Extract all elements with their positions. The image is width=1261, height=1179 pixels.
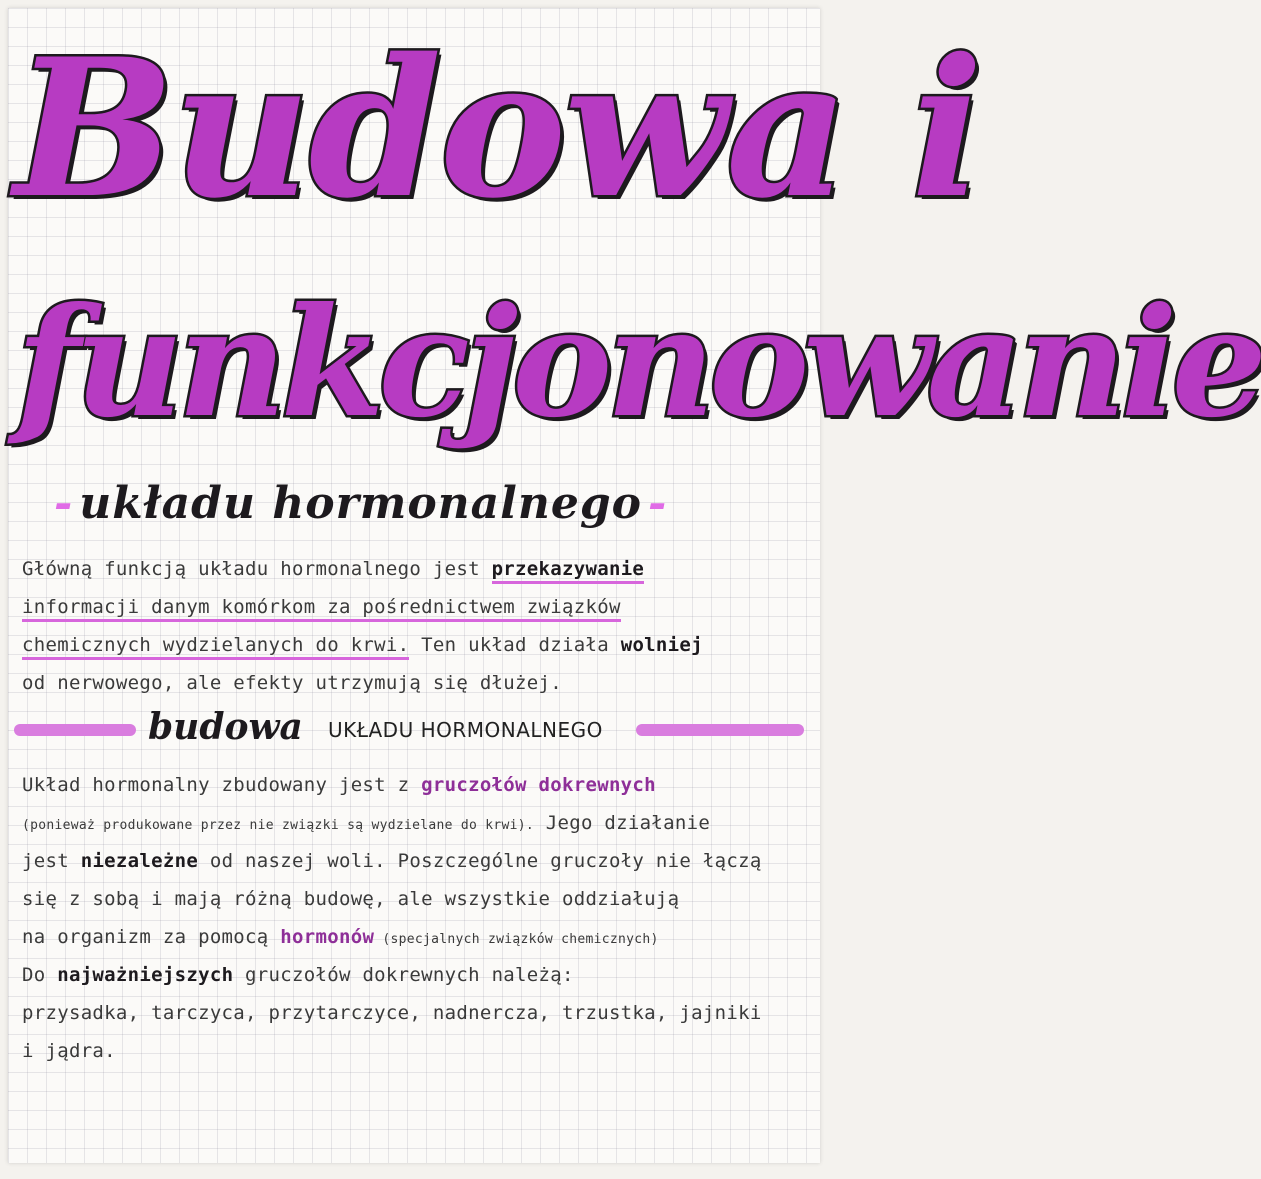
body-paragraph: [22, 766, 822, 1070]
body-text: Do: [22, 964, 58, 986]
body-text: jest: [22, 850, 81, 872]
section-bar-left: [14, 724, 136, 736]
body-text: przysadka, tarczyca, przytarczyce, nadnercza, trzustka, jajniki: [22, 1002, 762, 1024]
intro-text: Ten układ działa: [409, 634, 621, 656]
body-note: (ponieważ produkowane przez nie związki są wydzielane do krwi).: [22, 818, 534, 833]
title-line-2: funkcjonowanie: [16, 275, 1261, 451]
subtitle-dash-left: -: [54, 478, 74, 529]
body-line-3: [22, 842, 822, 880]
body-note: (specjalnych związków chemicznych): [374, 932, 659, 947]
section-title-bold: budowa: [148, 706, 303, 748]
subtitle-text: układu hormonalnego: [79, 478, 642, 529]
body-bold: niezależne: [80, 850, 199, 872]
intro-paragraph: [22, 550, 822, 702]
subtitle: [48, 478, 673, 529]
body-text: na organizm za pomocą: [22, 926, 281, 948]
body-text: Układ hormonalny zbudowany jest z: [22, 774, 422, 796]
subtitle-dash-right: -: [648, 478, 668, 529]
intro-highlight: przekazywanie: [492, 558, 645, 584]
intro-line-3: [22, 626, 822, 664]
body-line-4: [22, 880, 822, 918]
section-heading: [8, 706, 820, 756]
title-line-1: Budowa i: [14, 17, 982, 240]
body-line-6: [22, 956, 822, 994]
intro-bold: wolniej: [620, 634, 703, 656]
section-bar-right: [636, 724, 804, 736]
intro-text: od nerwowego, ale efekty utrzymują się dłużej.: [22, 672, 562, 694]
section-title-rest: UKŁADU HORMONALNEGO: [328, 718, 603, 742]
body-line-1: [22, 766, 822, 804]
intro-line-2: [22, 588, 822, 626]
intro-text: Główną funkcją układu hormonalnego jest: [22, 558, 492, 580]
notebook-page: [8, 8, 1261, 1163]
body-line-2: [22, 804, 822, 842]
body-text: się z sobą i mają różną budowę, ale wszystkie oddziałują: [22, 888, 680, 910]
body-text: od naszej woli. Poszczególne gruczoły nie łączą: [198, 850, 762, 872]
body-bold: najważniejszych: [57, 964, 234, 986]
body-bold: gruczołów dokrewnych: [421, 774, 656, 796]
intro-highlight: informacji danym komórkom za pośrednictwem związków: [22, 596, 621, 622]
intro-highlight: chemicznych wydzielanych do krwi.: [22, 634, 409, 660]
body-text: gruczołów dokrewnych należą:: [233, 964, 574, 986]
body-text: i jądra.: [22, 1040, 116, 1062]
body-line-7: [22, 994, 822, 1032]
body-line-5: [22, 918, 822, 956]
body-bold: hormonów: [280, 926, 375, 948]
body-text: Jego działanie: [533, 812, 711, 834]
body-line-8: [22, 1032, 822, 1070]
intro-line-1: [22, 550, 822, 588]
intro-line-4: [22, 664, 822, 702]
